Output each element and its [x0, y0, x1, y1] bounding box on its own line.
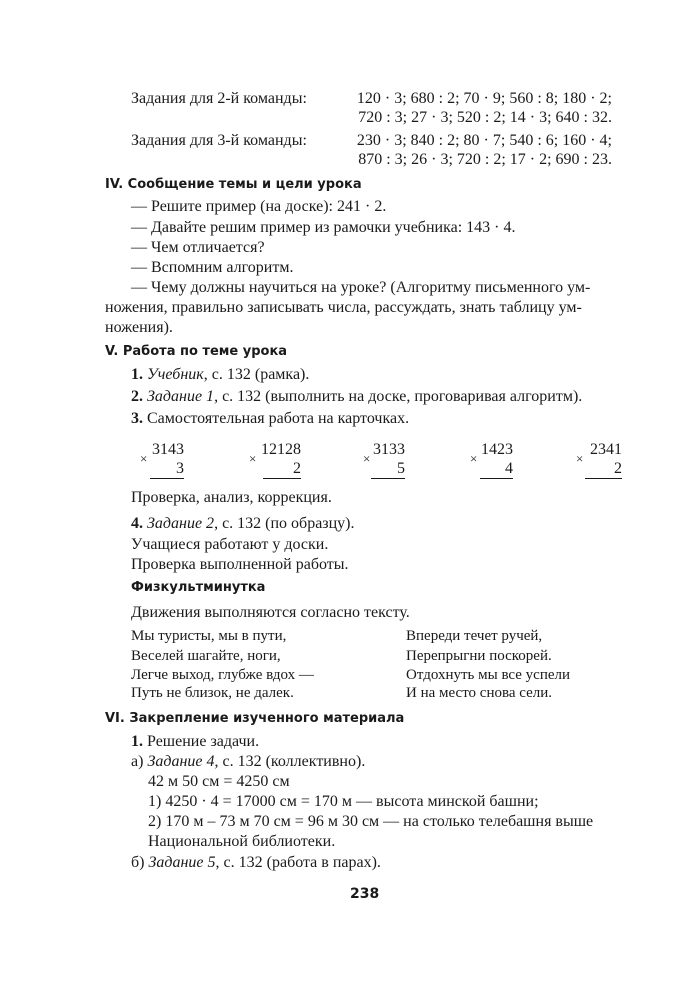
item-text: , с. 132 (коллективно). — [214, 753, 366, 770]
multiplier: 4 — [480, 459, 513, 479]
list-item — [131, 365, 309, 385]
poem-line: Легче выход, глубже вдох — — [131, 667, 314, 683]
times-sign: × — [249, 451, 257, 466]
multiplicand: 3133 — [373, 441, 405, 458]
multiplicand: 12128 — [261, 441, 301, 458]
item-number: 3. — [131, 410, 143, 427]
item-number: 1. — [131, 733, 143, 750]
section-heading: V. Работа по теме урока — [105, 344, 288, 359]
task-line: 720 : 3; 27 · 3; 520 : 2; 14 · 3; 640 : 32. — [358, 109, 612, 126]
poem-line: Перепрыгни поскорей. — [406, 648, 552, 664]
multiplier: 2 — [263, 459, 301, 479]
text-line: Движения выполняются согласно тексту. — [131, 604, 410, 621]
multiplier: 2 — [585, 459, 622, 479]
task-label: Задания для 2-й команды: — [131, 90, 307, 107]
item-text: Решение задачи. — [147, 733, 260, 750]
list-item — [131, 514, 355, 534]
item-text: , с. 132 (рамка). — [203, 366, 310, 383]
list-item — [131, 732, 259, 752]
times-sign: × — [140, 451, 148, 466]
poem-line: Путь не близок, не далек. — [131, 685, 294, 701]
calc-line: Национальной библиотеки. — [148, 833, 336, 850]
page-number: 238 — [350, 886, 380, 902]
item-text: , с. 132 (по образцу). — [214, 515, 355, 532]
text-line: Проверка выполненной работы. — [131, 556, 349, 573]
text-line: ножения). — [105, 319, 173, 336]
multiplicand: 1423 — [481, 441, 513, 458]
multiplicand: 3143 — [152, 441, 184, 458]
calc-line: 42 м 50 см = 4250 см — [148, 773, 290, 790]
task-line: 870 : 3; 26 · 3; 720 : 2; 17 · 2; 690 : 23. — [358, 151, 612, 168]
item-reference: Задание 4 — [147, 753, 215, 770]
item-text: , с. 132 (выполнить на доске, проговаривая алгоритм). — [214, 388, 583, 405]
text-line: Проверка, анализ, коррекция. — [131, 489, 332, 506]
item-reference: Задание 2 — [147, 515, 215, 532]
text-line: ножения, правильно записывать числа, рассуждать, знать таблицу ум- — [105, 299, 582, 316]
item-number: 4. — [131, 515, 143, 532]
text-line: — Чему должны научиться на уроке? (Алгоритму письменного ум- — [131, 279, 591, 296]
task-line: 230 · 3; 840 : 2; 80 · 7; 540 : 6; 160 · 4; — [356, 132, 612, 149]
task-label: Задания для 3-й команды: — [131, 132, 307, 149]
poem-line: И на место снова сели. — [406, 685, 553, 701]
calc-line: 1) 4250 · 4 = 17000 см = 170 м — высота минской башни; — [148, 793, 539, 810]
poem-line: Отдохнуть мы все успели — [406, 667, 571, 683]
item-reference: Учебник — [147, 366, 204, 383]
section-heading: VI. Закрепление изученного материала — [105, 711, 405, 726]
text-line: Учащиеся работают у доски. — [131, 536, 329, 553]
item-text: Самостоятельная работа на карточках. — [147, 410, 410, 427]
item-reference: Задание 5 — [148, 854, 216, 871]
item-prefix: а) — [131, 753, 144, 770]
poem-line: Впереди течет ручей, — [406, 628, 543, 644]
multiplier: 3 — [150, 459, 184, 479]
item-prefix: б) — [131, 854, 145, 871]
section-heading: IV. Сообщение темы и цели урока — [105, 177, 362, 192]
list-item — [131, 387, 582, 407]
poem-line: Веселей шагайте, ноги, — [131, 648, 281, 664]
poem-line: Мы туристы, мы в пути, — [131, 628, 287, 644]
multiplier: 5 — [371, 459, 405, 479]
times-sign: × — [576, 451, 584, 466]
list-item — [131, 853, 381, 873]
task-line: 120 · 3; 680 : 2; 70 · 9; 560 : 8; 180 · 2; — [356, 90, 612, 107]
text-line: — Решите пример (на доске): 241 · 2. — [131, 198, 387, 215]
times-sign: × — [470, 451, 478, 466]
multiplicand: 2341 — [590, 441, 622, 458]
list-item — [131, 409, 409, 429]
item-number: 1. — [131, 366, 143, 383]
list-item — [131, 752, 365, 772]
times-sign: × — [363, 451, 371, 466]
subsection-heading: Физкультминутка — [131, 580, 266, 595]
item-text: , с. 132 (работа в парах). — [215, 854, 381, 871]
text-line: — Вспомним алгоритм. — [131, 259, 294, 276]
text-line: — Давайте решим пример из рамочки учебника: 143 · 4. — [131, 219, 516, 236]
item-reference: Задание 1 — [147, 388, 215, 405]
item-number: 2. — [131, 388, 143, 405]
calc-line: 2) 170 м – 73 м 70 см = 96 м 30 см — на столько телебашня выше — [148, 813, 594, 830]
text-line: — Чем отличается? — [131, 239, 265, 256]
